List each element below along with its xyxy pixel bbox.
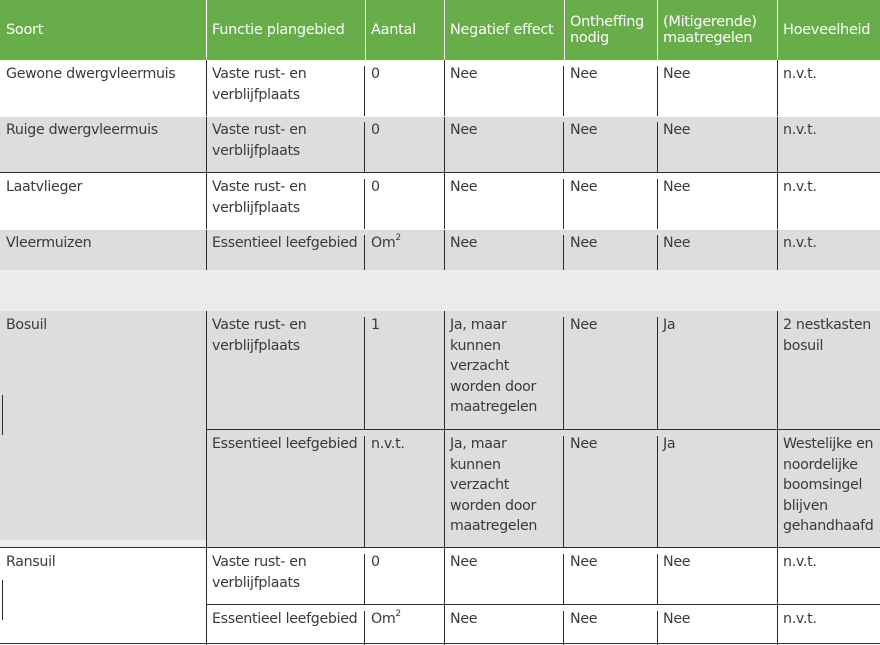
header-divider <box>206 0 207 60</box>
cell-maatregelen: Ja <box>657 430 777 548</box>
cell-ontheffing: Nee <box>570 611 598 627</box>
column-divider <box>364 611 365 645</box>
cell-functie: Vaste rust- en verblijfplaats <box>206 311 365 430</box>
column-divider <box>444 311 445 645</box>
column-divider <box>206 311 207 645</box>
aantal-value: Om <box>371 611 396 627</box>
aantal-superscript: 2 <box>395 609 401 620</box>
header-negatief-effect: Negatief effect <box>444 0 564 60</box>
cell-aantal: n.v.t. <box>365 430 444 548</box>
column-divider <box>364 235 365 270</box>
column-divider <box>364 317 365 430</box>
cell-negatief-effect: Nee <box>444 116 564 173</box>
cell-ontheffing: Nee <box>570 66 598 82</box>
cell-aantal: 0 <box>371 179 380 195</box>
cell-soort: Ransuil <box>6 554 56 570</box>
header-mitigerende-maatregelen: (Mitigerende) maatregelen <box>657 0 777 60</box>
edge-mark <box>2 395 3 435</box>
column-divider <box>364 66 365 116</box>
cell-functie: Vaste rust- en verblijfplaats <box>212 554 307 591</box>
column-divider <box>364 436 365 548</box>
cell-aantal: 0 <box>365 116 444 173</box>
aantal-superscript: 2 <box>395 233 401 244</box>
header-divider <box>444 0 445 60</box>
aantal-value: Om <box>371 235 396 251</box>
cell-negatief-effect: Nee <box>450 554 478 570</box>
row-separator <box>206 604 880 605</box>
row-separator <box>0 547 880 548</box>
cell-negatief-effect: Nee <box>450 611 478 627</box>
column-divider <box>206 60 207 270</box>
cell-soort: Ruige dwergvleermuis <box>0 116 206 173</box>
cell-hoeveelheid: 2 nestkasten bosuil <box>777 311 880 430</box>
cell-maatregelen: Nee <box>657 116 777 173</box>
column-divider <box>657 235 658 270</box>
cell-ontheffing: Nee <box>564 430 657 548</box>
cell-aantal <box>365 229 444 270</box>
cell-soort: Gewone dwergvleermuis <box>6 66 176 82</box>
cell-negatief-effect: Nee <box>450 66 478 82</box>
edge-mark <box>2 580 3 620</box>
cell-maatregelen: Nee <box>657 229 777 270</box>
column-divider <box>657 122 658 173</box>
cell-negatief-effect: Ja, maar kunnen verzacht worden door maatregelen <box>444 311 564 430</box>
row-separator <box>206 429 880 430</box>
column-divider <box>657 611 658 645</box>
cell-maatregelen: Nee <box>663 554 691 570</box>
column-divider <box>657 554 658 605</box>
column-divider <box>657 66 658 116</box>
cell-maatregelen: Nee <box>663 66 691 82</box>
cell-ontheffing: Nee <box>564 229 657 270</box>
cell-hoeveelheid: n.v.t. <box>783 179 817 195</box>
header-functie: Functie plangebied <box>206 0 365 60</box>
cell-soort: Laatvlieger <box>6 179 83 195</box>
header-ontheffing: Ontheffing nodig <box>564 0 657 60</box>
cell-soort: Bosuil <box>0 311 206 540</box>
cell-hoeveelheid: n.v.t. <box>783 66 817 82</box>
cell-functie: Essentieel leefgebied <box>206 229 365 270</box>
column-divider <box>563 235 564 270</box>
column-divider <box>657 179 658 229</box>
cell-functie: Vaste rust- en verblijfplaats <box>206 116 365 173</box>
header-divider <box>564 0 565 60</box>
row-separator <box>0 172 880 173</box>
cell-hoeveelheid: n.v.t. <box>783 554 817 570</box>
cell-negatief-effect: Nee <box>450 179 478 195</box>
header-aantal: Aantal <box>365 0 444 60</box>
cell-ontheffing: Nee <box>564 311 657 430</box>
cell-aantal: 0 <box>371 66 380 82</box>
row-separator <box>0 229 880 230</box>
cell-negatief-effect: Nee <box>444 229 564 270</box>
cell-functie: Essentieel leefgebied <box>206 430 365 548</box>
row-separator <box>0 116 880 117</box>
column-divider <box>364 179 365 229</box>
cell-hoeveelheid: n.v.t. <box>783 611 817 627</box>
column-divider <box>777 60 778 270</box>
header-divider <box>365 0 366 60</box>
column-divider <box>563 554 564 605</box>
column-divider <box>563 317 564 430</box>
spacer-row <box>0 270 880 311</box>
cell-negatief-effect: Ja, maar kunnen verzacht worden door maatregelen <box>444 430 564 548</box>
cell-functie: Essentieel leefgebied <box>212 611 358 627</box>
cell-aantal <box>365 605 444 645</box>
header-divider <box>777 0 778 60</box>
header-soort: Soort <box>0 0 206 60</box>
column-divider <box>563 436 564 548</box>
cell-aantal: 0 <box>371 554 380 570</box>
cell-hoeveelheid: Westelijke en noordelijke boomsingel blijven gehandhaafd <box>777 430 880 548</box>
cell-ontheffing: Nee <box>570 554 598 570</box>
column-divider <box>364 122 365 173</box>
column-divider <box>563 611 564 645</box>
cell-maatregelen: Ja <box>657 311 777 430</box>
cell-maatregelen: Nee <box>663 179 691 195</box>
cell-ontheffing: Nee <box>564 116 657 173</box>
cell-functie: Vaste rust- en verblijfplaats <box>212 179 307 216</box>
cell-hoeveelheid: n.v.t. <box>777 229 880 270</box>
column-divider <box>563 179 564 229</box>
column-divider <box>657 436 658 548</box>
table-bottom-border <box>0 643 880 644</box>
cell-maatregelen: Nee <box>663 611 691 627</box>
column-divider <box>777 311 778 645</box>
cell-functie: Vaste rust- en verblijfplaats <box>212 66 307 103</box>
header-hoeveelheid: Hoeveelheid <box>777 0 880 60</box>
column-divider <box>364 554 365 605</box>
column-divider <box>563 66 564 116</box>
cell-aantal: 1 <box>365 311 444 430</box>
header-divider <box>657 0 658 60</box>
column-divider <box>563 122 564 173</box>
column-divider <box>444 60 445 270</box>
cell-ontheffing: Nee <box>570 179 598 195</box>
cell-hoeveelheid: n.v.t. <box>777 116 880 173</box>
column-divider <box>657 317 658 430</box>
cell-soort: Vleermuizen <box>0 229 206 270</box>
